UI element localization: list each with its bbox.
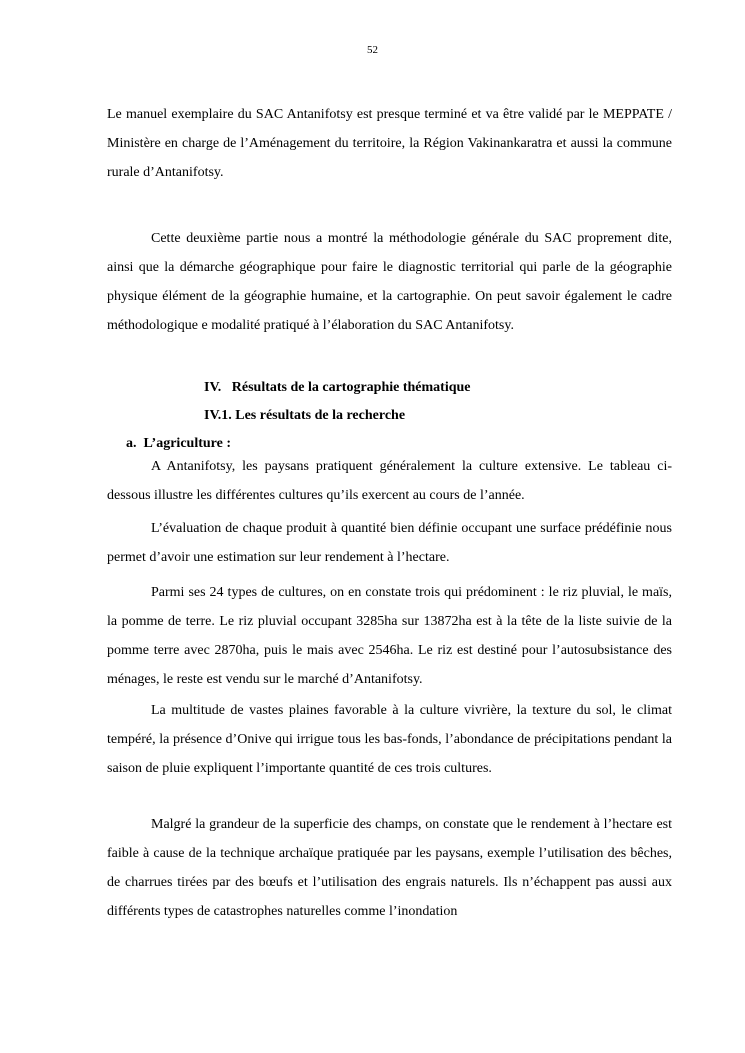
paragraph-part-summary: Cette deuxième partie nous a montré la méthodologie générale du SAC proprement dite, ainsi que la démarche géographique pour faire le diagnostic territorial qui parle de la géographie physique élément de la géographie humaine, et la cartographie. On peut savoir également le cadre méthodologique e modalité pratiqué à l’élaboration du SAC Antanifotsy.: [107, 231, 672, 333]
page-number: 52: [367, 44, 378, 56]
paragraph-agriculture-intro: A Antanifotsy, les paysans pratiquent généralement la culture extensive. Le tableau ci-dessous illustre les différentes cultures qu’ils exercent au cours de l’année.: [107, 459, 672, 503]
paragraph-crop-types: Parmi ses 24 types de cultures, on en constate trois qui prédominent : le riz pluvial, le maïs, la pomme de terre. Le riz pluvial occupant 3285ha sur 13872ha est à la tête de la liste suivie de la pomme terre avec 2870ha, puis le mais avec 2546ha. Le riz est destiné pour l’autosubsistance des ménages, le reste est vendu sur le marché d’Antanifotsy.: [107, 585, 672, 687]
paragraph-yield: Malgré la grandeur de la superficie des champs, on constate que le rendement à l’hectare est faible à cause de la technique archaïque pratiquée par les paysans, exemple l’utilisation des bêches, de charrues tirées par des bœufs et l’utilisation des engrais naturels. Ils n’échappent pas aussi aux différents types de catastrophes naturelles comme l’inondation: [107, 817, 672, 919]
paragraph-sac-manual: Le manuel exemplaire du SAC Antanifotsy est presque terminé et va être validé par le MEPPATE / Ministère en charge de l’Aménagement du territoire, la Région Vakinankaratra et aussi la commune rurale d’Antanifotsy.: [107, 107, 672, 180]
paragraph-evaluation: L’évaluation de chaque produit à quantité bien définie occupant une surface prédéfinie nous permet d’avoir une estimation sur leur rendement à l’hectare.: [107, 521, 672, 565]
item-heading-agriculture: a. L’agriculture :: [126, 436, 231, 451]
paragraph-factors: La multitude de vastes plaines favorable à la culture vivrière, la texture du sol, le climat tempéré, la présence d’Onive qui irrigue tous les bas-fonds, l’abondance de précipitations pendant la saison de pluie expliquent l’importante quantité de ces trois cultures.: [107, 703, 672, 776]
section-heading: IV. Résultats de la cartographie thématique: [204, 380, 471, 395]
subsection-heading: IV.1. Les résultats de la recherche: [204, 408, 406, 423]
